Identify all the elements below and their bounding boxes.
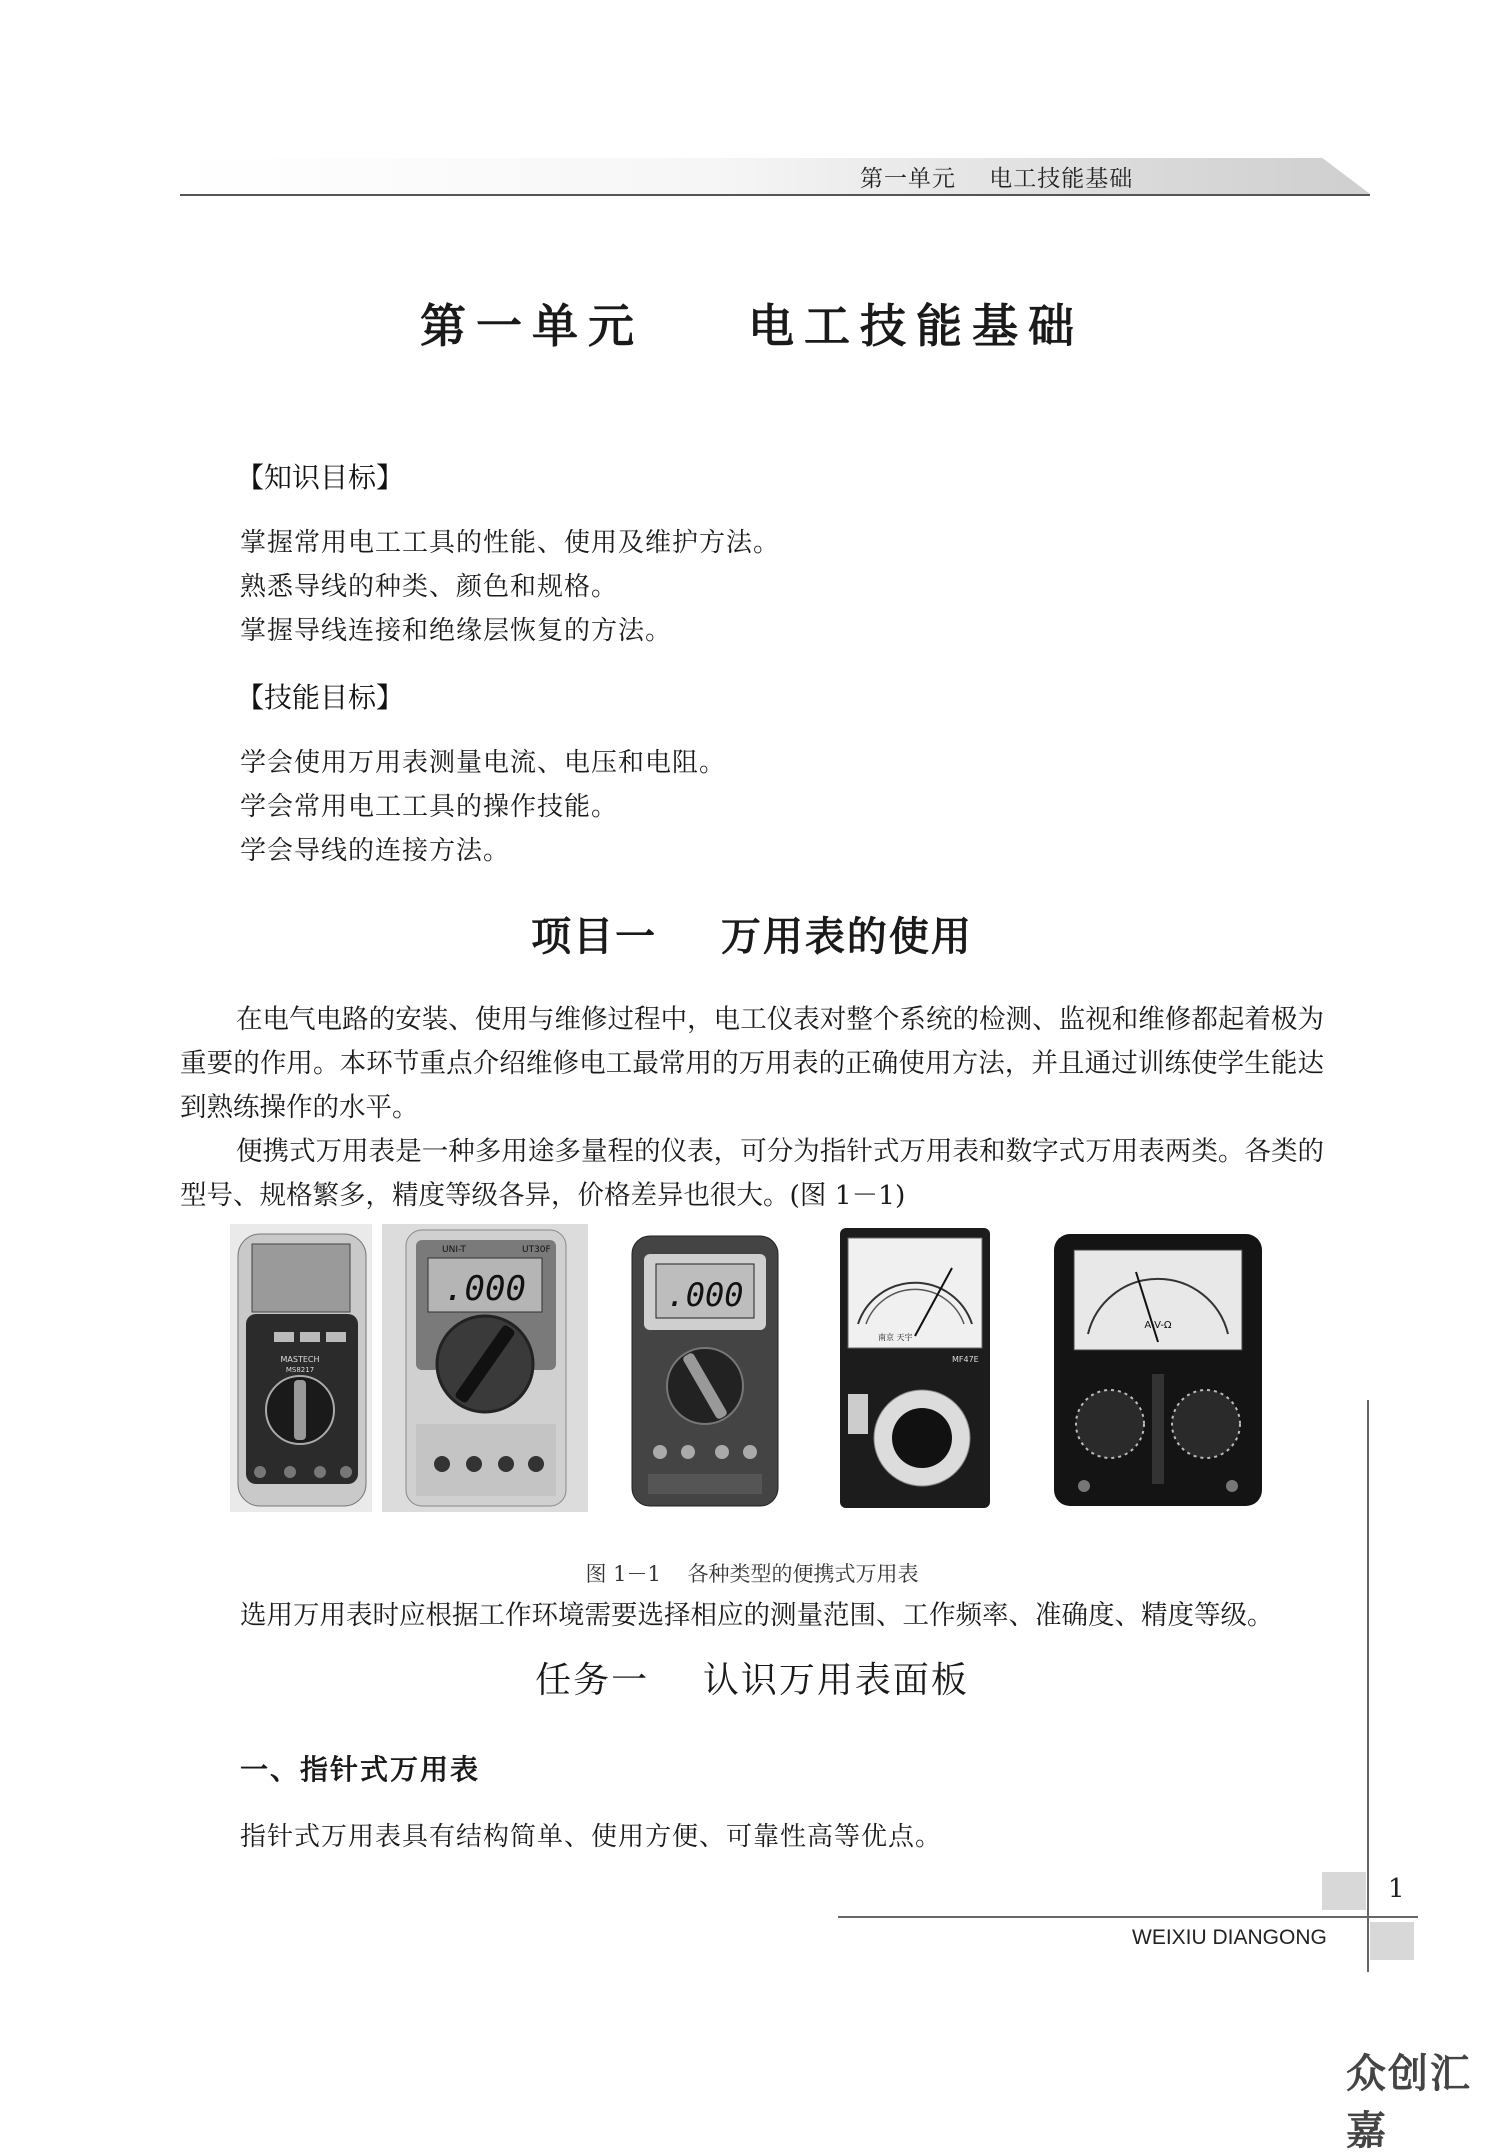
header-rule bbox=[180, 194, 1370, 196]
multimeter-photo-5 bbox=[1044, 1224, 1272, 1512]
selection-paragraph: 选用万用表时应根据工作环境需要选择相应的测量范围、工作频率、准确度、精度等级。 bbox=[240, 1600, 1274, 1631]
knowledge-goal-item: 熟悉导线的种类、颜色和规格。 bbox=[240, 572, 619, 602]
meter-5-model: A-V-Ω bbox=[1144, 1320, 1172, 1331]
skill-goal-item: 学会常用电工工具的操作技能。 bbox=[240, 792, 619, 822]
meter-4-model: MF47E bbox=[952, 1355, 979, 1364]
meter-1-brand: MASTECH bbox=[280, 1355, 320, 1364]
task-title: 任务一 认识万用表面板 bbox=[535, 1660, 969, 1701]
skill-goal-item: 学会使用万用表测量电流、电压和电阻。 bbox=[240, 748, 727, 778]
meter-2-brand: UNI-T bbox=[442, 1245, 466, 1255]
types-paragraph: 便携式万用表是一种多用途多量程的仪表，可分为指针式万用表和数字式万用表两类。各类的型号、规格繁多，精度等级各异，价格差异也很大。(图 1－1) bbox=[180, 1136, 1324, 1211]
multimeter-photo-4 bbox=[832, 1224, 998, 1512]
meter-3-display: .000 bbox=[666, 1276, 744, 1314]
project-title: 项目一 万用表的使用 bbox=[531, 913, 973, 960]
meter-2-display: .000 bbox=[444, 1269, 526, 1309]
header-band bbox=[180, 158, 1370, 194]
intro-paragraph: 在电气电路的安装、使用与维修过程中，电工仪表对整个系统的检测、监视和维修都起着极为重要的作用。本环节重点介绍维修电工最常用的万用表的正确使用方法，并且通过训练使学生能达到熟练操作的水平。 bbox=[180, 1004, 1324, 1123]
meter-4-brand: 南京 天宇 bbox=[878, 1333, 913, 1342]
footer-rule bbox=[838, 1916, 1418, 1918]
skill-goals-heading: 【技能目标】 bbox=[236, 681, 405, 714]
multimeter-photo-2 bbox=[382, 1224, 588, 1512]
unit-title: 第一单元 电工技能基础 bbox=[419, 299, 1085, 353]
footer-box bbox=[1322, 1872, 1366, 1910]
multimeter-photo-3 bbox=[604, 1224, 806, 1512]
skill-goal-item: 学会导线的连接方法。 bbox=[240, 836, 511, 866]
running-header: 第一单元 电工技能基础 bbox=[860, 166, 1134, 192]
footer-vertical-rule bbox=[1367, 1400, 1369, 1972]
page-number: 1 bbox=[1388, 1874, 1405, 1904]
meter-1-model: MS8217 bbox=[285, 1366, 315, 1374]
multimeter-photo-1 bbox=[230, 1224, 372, 1512]
footer-box bbox=[1370, 1922, 1414, 1960]
section-heading: 一、指针式万用表 bbox=[240, 1753, 481, 1786]
knowledge-goals-heading: 【知识目标】 bbox=[236, 461, 405, 494]
footer-series-title: WEIXIU DIANGONG bbox=[1132, 1926, 1327, 1949]
watermark: 众创汇嘉 bbox=[1346, 2051, 1472, 2154]
knowledge-goal-item: 掌握导线连接和绝缘层恢复的方法。 bbox=[240, 616, 673, 646]
figure-caption: 图 1－1 各种类型的便携式万用表 bbox=[585, 1562, 919, 1586]
meter-2-model: UT30F bbox=[522, 1245, 551, 1255]
section-text: 指针式万用表具有结构简单、使用方便、可靠性高等优点。 bbox=[240, 1822, 943, 1852]
knowledge-goal-item: 掌握常用电工工具的性能、使用及维护方法。 bbox=[240, 528, 781, 558]
